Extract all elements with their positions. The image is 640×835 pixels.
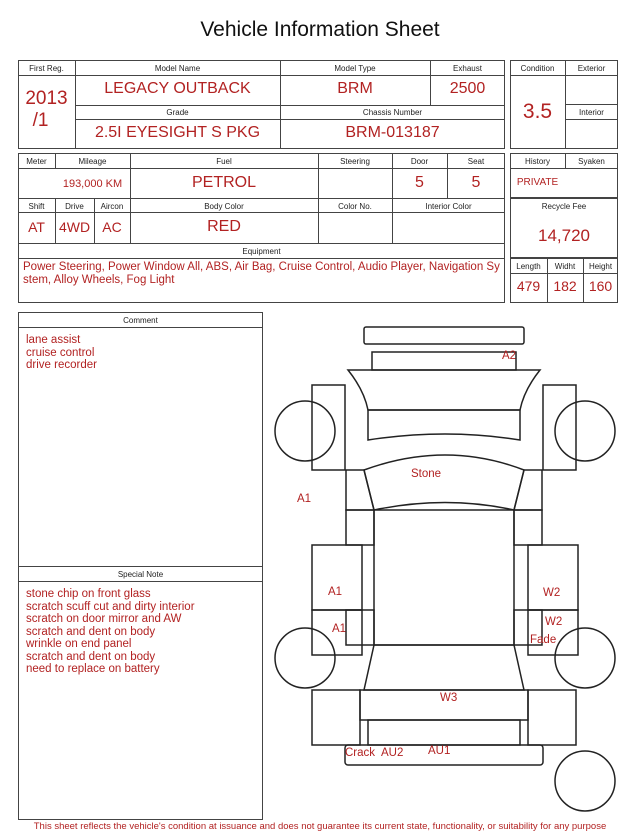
model-type-label: Model Type xyxy=(334,64,376,73)
damage-mark-w3: W3 xyxy=(440,692,458,704)
color-no-label: Color No. xyxy=(338,202,372,211)
list-item: scratch scuff cut and dirty interior xyxy=(26,600,195,613)
history-value: PRIVATE xyxy=(516,177,559,188)
body-color-label: Body Color xyxy=(204,202,244,211)
syaken-label: Syaken xyxy=(578,157,605,166)
equipment-label: Equipment xyxy=(242,247,281,256)
list-item: stone chip on front glass xyxy=(26,588,151,600)
height-label: Height xyxy=(588,262,613,271)
shift-label: Shift xyxy=(28,202,45,211)
history-label: History xyxy=(525,157,550,166)
condition-label: Condition xyxy=(520,64,555,73)
list-item: scratch and dent on body xyxy=(26,625,156,638)
meter-label: Meter xyxy=(26,157,47,166)
height-value: 160 xyxy=(588,278,613,294)
recycle-fee-value: 14,720 xyxy=(538,226,590,245)
list-item: drive recorder xyxy=(26,359,97,371)
exhaust-label: Exhaust xyxy=(453,64,482,73)
list-item: wrinkle on end panel xyxy=(26,638,132,650)
damage-mark-stone: Stone xyxy=(411,468,442,480)
damage-mark-au2: AU2 xyxy=(381,747,404,759)
chassis-number-label: Chassis Number xyxy=(362,108,423,117)
damage-mark-a2: A2 xyxy=(502,350,517,362)
model-type-value: BRM xyxy=(337,80,373,97)
width-value: 182 xyxy=(553,278,577,294)
interior-label: Interior xyxy=(579,108,604,117)
grade-label: Grade xyxy=(166,108,189,117)
chassis-number-value: BRM-013187 xyxy=(345,124,440,141)
door-label: Door xyxy=(410,157,429,166)
interior-color-label: Interior Color xyxy=(425,202,472,211)
list-item: lane assist xyxy=(26,334,81,346)
special-note-list xyxy=(26,588,256,676)
door-value: 5 xyxy=(415,174,424,191)
comment-list xyxy=(26,334,256,372)
fuel-label: Fuel xyxy=(216,157,232,166)
disclaimer-footer: This sheet reflects the vehicle's condition at issuance and does not guarantee its current state, functionality, or suitability for any purpose xyxy=(33,821,607,832)
condition-grade: 3.5 xyxy=(522,100,553,123)
damage-mark-w2-upper: W2 xyxy=(543,587,561,599)
comment-label: Comment xyxy=(123,316,158,325)
exterior-label: Exterior xyxy=(577,64,606,73)
shift-value: AT xyxy=(28,219,45,235)
first-reg-year: 2013 xyxy=(25,88,68,109)
recycle-fee-label: Recycle Fee xyxy=(541,202,587,211)
grade-value: 2.5I EYESIGHT S PKG xyxy=(94,124,261,141)
aircon-value: AC xyxy=(102,219,122,235)
model-name-label: Model Name xyxy=(154,64,201,73)
list-item: cruise control xyxy=(26,346,95,359)
damage-mark-crack: Crack xyxy=(345,747,376,759)
damage-mark-w2-lower: W2 xyxy=(545,616,563,628)
equipment-value: Power Steering, Power Window All, ABS, Air Bag, Cruise Control, Audio Player, Navigation System, Alloy Wheels, Fog Light xyxy=(23,261,500,286)
damage-marks xyxy=(297,350,562,759)
seat-value: 5 xyxy=(471,174,481,191)
first-reg-label: First Reg. xyxy=(29,64,64,73)
seat-label: Seat xyxy=(467,157,485,166)
mileage-label: Mileage xyxy=(78,157,107,166)
body-color-value: RED xyxy=(207,218,241,235)
drive-label: Drive xyxy=(65,202,84,211)
aircon-label: Aircon xyxy=(100,202,124,211)
first-reg-month: /1 xyxy=(32,110,49,131)
damage-mark-au1: AU1 xyxy=(428,745,451,757)
page-title: Vehicle Information Sheet xyxy=(200,18,440,41)
fuel-value: PETROL xyxy=(191,174,256,191)
drive-value: 4WD xyxy=(58,219,91,235)
damage-mark-a1-mid: A1 xyxy=(328,586,343,598)
list-item: need to replace on battery xyxy=(26,663,160,675)
length-label: Length xyxy=(516,262,541,271)
special-note-label: Special Note xyxy=(117,570,164,579)
damage-mark-a1-low: A1 xyxy=(332,623,347,635)
damage-mark-a1-left: A1 xyxy=(297,493,312,505)
damage-mark-fade: Fade xyxy=(530,634,557,646)
list-item: scratch on door mirror and AW xyxy=(26,613,182,625)
length-value: 479 xyxy=(516,278,541,294)
exhaust-value: 2500 xyxy=(449,80,486,97)
mileage-value: 193,000 KM xyxy=(62,178,123,190)
steering-label: Steering xyxy=(340,157,370,166)
width-label: Widht xyxy=(554,262,576,271)
list-item: scratch and dent on body xyxy=(26,650,156,663)
model-name-value: LEGACY OUTBACK xyxy=(104,80,251,97)
